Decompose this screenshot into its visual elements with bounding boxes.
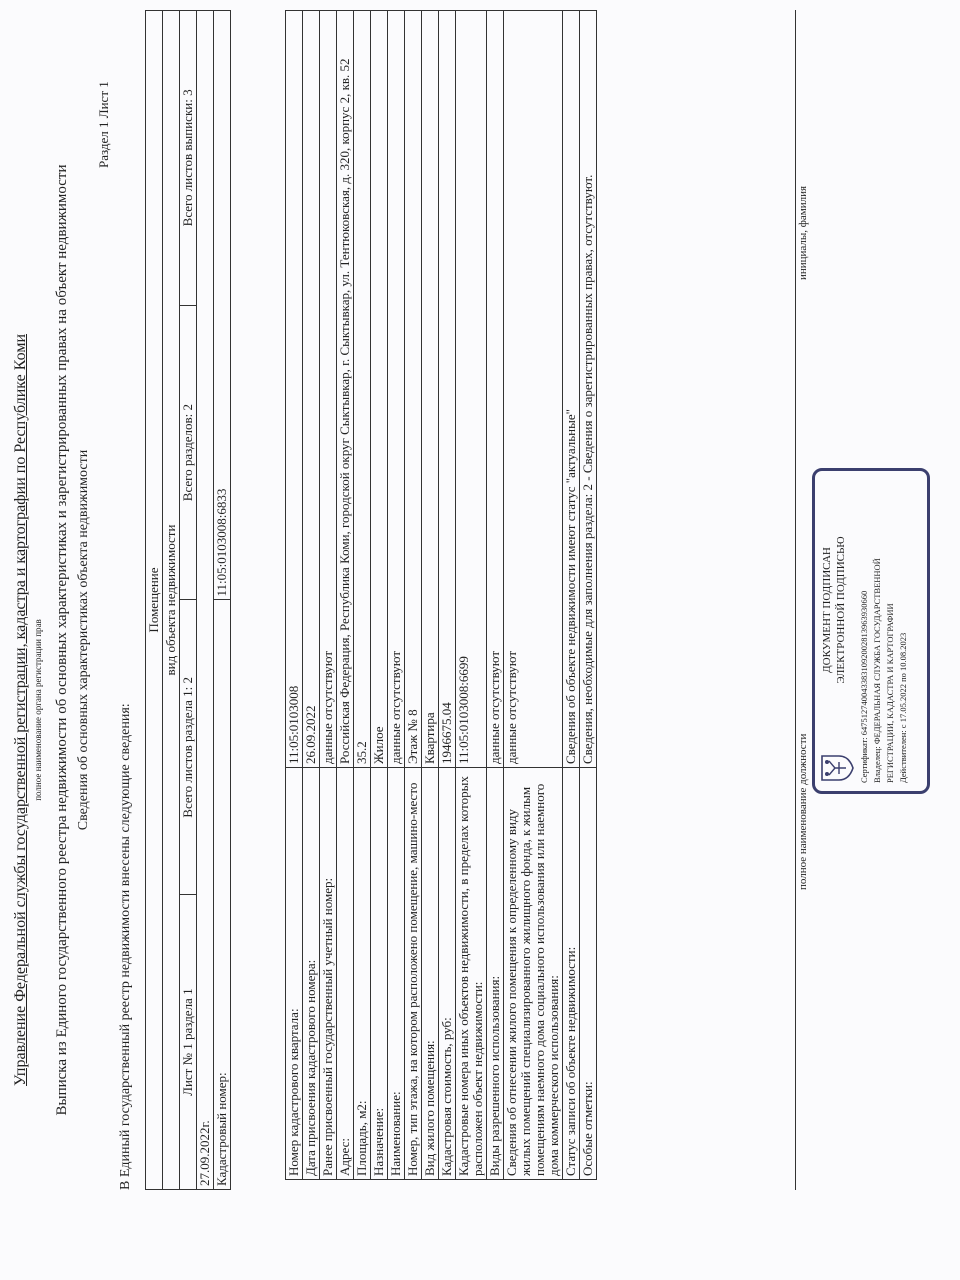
object-type-caption: вид объекта недвижимости — [163, 11, 180, 1190]
table-row — [354, 11, 371, 1180]
section-label: Раздел 1 Лист 1 — [96, 81, 111, 168]
property-value: Сведения об объекте недвижимости имеют статус "актуальные" — [563, 11, 580, 768]
document-title: Выписка из Единого государственного реестра недвижимости об основных характеристиках и зарегистрированных правах на объект недвижимости — [54, 164, 70, 1116]
signature-stamp — [812, 468, 930, 794]
property-value: данные отсутствуют — [388, 11, 405, 768]
emblem-icon — [819, 751, 855, 785]
property-label: Виды разрешенного использования: — [487, 768, 504, 1180]
table-row — [456, 11, 487, 1180]
property-label: Ранее присвоенный государственный учетный номер: — [320, 768, 337, 1180]
sections-total: Всего разделов: 2 — [180, 305, 197, 600]
property-value: Жилое — [371, 11, 388, 768]
stamp-owner-continued: РЕГИСТРАЦИИ, КАДАСТРА И КАРТОГРАФИИ — [885, 603, 895, 783]
property-value: 11:05:0103008:6699 — [456, 11, 487, 768]
stamp-validity: Действителен: с 17.05.2022 по 10.08.2023 — [898, 632, 908, 783]
table-row — [214, 11, 231, 1190]
sheets-total: Всего листов выписки: 3 — [180, 11, 197, 306]
document-subtitle: Сведения об основных характеристиках объекта недвижимости — [76, 449, 91, 831]
property-label: Статус записи об объекте недвижимости: — [563, 768, 580, 1180]
cadastral-label: Кадастровый номер: — [214, 600, 231, 1190]
object-type: Помещение — [146, 11, 163, 1190]
property-label: Сведения об отнесении жилого помещения к определенному виду жилых помещений специализированного жилищного фонда, к жилым помещениям наемного дома социального использования или наемного дома коммерческого использования: — [504, 768, 563, 1180]
stamp-subtitle: ЭЛЕКТРОННОЙ ПОДПИСЬЮ — [835, 536, 847, 684]
table-row — [197, 11, 214, 1190]
signature-line — [795, 10, 796, 1190]
sheet-label: Лист № 1 раздела 1 — [180, 895, 197, 1190]
property-label: Кадастровая стоимость, руб: — [439, 768, 456, 1180]
cadastral-value: 11:05:0103008:6833 — [214, 11, 231, 601]
property-label: Номер кадастрового квартала: — [286, 768, 303, 1180]
property-label: Площадь, м2: — [354, 768, 371, 1180]
property-label: Адрес: — [337, 768, 354, 1180]
property-value: данные отсутствуют — [504, 11, 563, 768]
property-label: Кадастровые номера иных объектов недвижимости, в пределах которых расположен объект недвижимости: — [456, 768, 487, 1180]
table-row — [320, 11, 337, 1180]
property-label: Вид жилого помещения: — [422, 768, 439, 1180]
property-label: Дата присвоения кадастрового номера: — [303, 768, 320, 1180]
table-row — [422, 11, 439, 1180]
property-label: Номер, тип этажа, на котором расположено помещение, машино-место — [405, 768, 422, 1180]
initials-label: инициалы, фамилия — [797, 185, 809, 280]
property-value: Сведения, необходимые для заполнения раздела: 2 - Сведения о зарегистрированных правах, отсутствуют. — [580, 11, 597, 768]
table-row — [580, 11, 597, 1180]
property-label: Особые отметки: — [580, 768, 597, 1180]
object-header-table — [145, 10, 231, 1190]
intro-text: В Единый государственный реестр недвижимости внесены следующие сведения: — [118, 703, 133, 1190]
property-value: 35.2 — [354, 11, 371, 768]
property-value: данные отсутствуют — [320, 11, 337, 768]
property-value: 1946675.04 — [439, 11, 456, 768]
org-caption: полное наименование органа регистрации прав — [33, 619, 43, 801]
property-value: 26.09.2022 — [303, 11, 320, 768]
table-row — [337, 11, 354, 1180]
property-label: Наименование: — [388, 768, 405, 1180]
org-name: Управление Федеральной службы государственной регистрации, кадастра и картографии по Республике Коми — [12, 333, 29, 1087]
table-row — [405, 11, 422, 1180]
property-value: Российская Федерация, Республика Коми, городской округ Сыктывкар, г. Сыктывкар, ул. Тентюковская, д. 320, корпус 2, кв. 52 — [337, 11, 354, 768]
extract-date: 27.09.2022г. — [197, 11, 214, 1190]
stamp-certificate: Сертификат: 6475127400433831092002813963930660 — [859, 590, 869, 783]
property-value: данные отсутствуют — [487, 11, 504, 768]
table-row — [487, 11, 504, 1180]
table-row — [371, 11, 388, 1180]
table-row — [439, 11, 456, 1180]
table-row — [504, 11, 563, 1180]
property-label: Назначение: — [371, 768, 388, 1180]
stamp-title: ДОКУМЕНТ ПОДПИСАН — [821, 547, 833, 673]
sheets-in-section: Всего листов раздела 1: 2 — [180, 600, 197, 895]
table-row — [388, 11, 405, 1180]
table-row — [163, 11, 180, 1190]
properties-table — [285, 10, 597, 1180]
position-label: полное наименование должности — [797, 733, 809, 890]
property-value: 11:05:0103008 — [286, 11, 303, 768]
table-row — [286, 11, 303, 1180]
property-value: Этаж № 8 — [405, 11, 422, 768]
property-value: Квартира — [422, 11, 439, 768]
table-row — [146, 11, 163, 1190]
table-row — [180, 11, 197, 1190]
table-row — [563, 11, 580, 1180]
table-row — [303, 11, 320, 1180]
stamp-owner: Владелец: ФЕДЕРАЛЬНАЯ СЛУЖБА ГОСУДАРСТВЕННОЙ — [872, 558, 882, 783]
